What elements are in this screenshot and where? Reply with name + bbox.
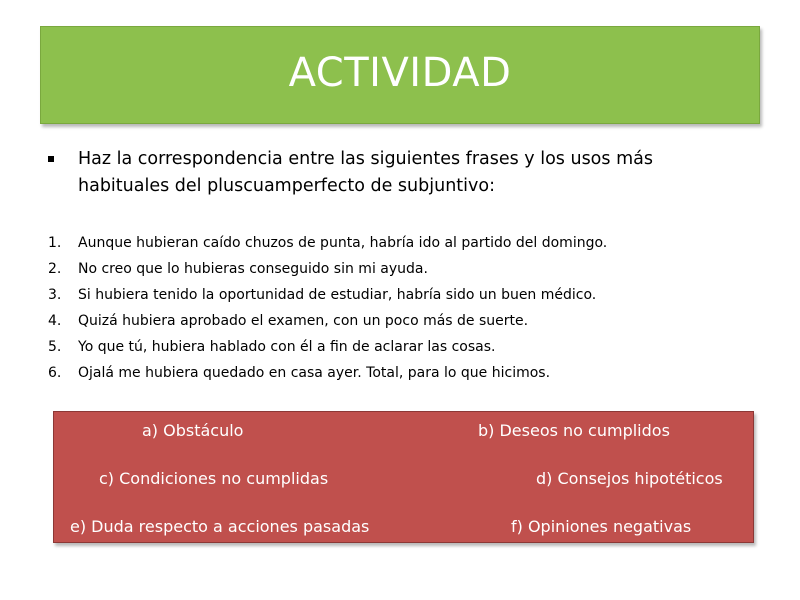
title-banner bbox=[40, 26, 760, 124]
item-number: 6. bbox=[48, 365, 62, 381]
list-item bbox=[48, 337, 607, 363]
options-panel bbox=[53, 411, 754, 543]
sentence-text: Si hubiera tenido la oportunidad de estudiar, habría sido un buen médico. bbox=[78, 287, 597, 303]
list-item bbox=[48, 259, 607, 285]
item-number: 4. bbox=[48, 313, 62, 329]
list-item bbox=[48, 285, 607, 311]
sentence-text: No creo que lo hubieras conseguido sin mi ayuda. bbox=[78, 261, 428, 277]
list-item bbox=[48, 363, 607, 389]
item-number: 2. bbox=[48, 261, 62, 277]
list-item bbox=[48, 311, 607, 337]
sentence-text: Yo que tú, hubiera hablado con él a fin de aclarar las cosas. bbox=[78, 339, 496, 355]
option-d: d) Consejos hipotéticos bbox=[536, 469, 723, 488]
item-number: 3. bbox=[48, 287, 62, 303]
option-f: f) Opiniones negativas bbox=[511, 517, 692, 536]
sentence-text: Ojalá me hubiera quedado en casa ayer. Total, para lo que hicimos. bbox=[78, 365, 551, 381]
page-title: ACTIVIDAD bbox=[288, 50, 512, 96]
sentence-text: Quizá hubiera aprobado el examen, con un poco más de suerte. bbox=[78, 313, 529, 329]
option-e: e) Duda respecto a acciones pasadas bbox=[70, 517, 370, 536]
instruction-item bbox=[48, 146, 708, 200]
option-b: b) Deseos no cumplidos bbox=[478, 421, 670, 440]
sentence-list bbox=[48, 233, 607, 389]
option-c: c) Condiciones no cumplidas bbox=[99, 469, 329, 488]
item-number: 1. bbox=[48, 235, 62, 251]
sentence-text: Aunque hubieran caído chuzos de punta, habría ido al partido del domingo. bbox=[78, 235, 608, 251]
item-number: 5. bbox=[48, 339, 62, 355]
option-a: a) Obstáculo bbox=[142, 421, 244, 440]
instruction-text: Haz la correspondencia entre las siguientes frases y los usos más habituales del pluscuamperfecto de subjuntivo: bbox=[78, 149, 653, 196]
square-bullet-icon bbox=[48, 156, 54, 162]
list-item bbox=[48, 233, 607, 259]
